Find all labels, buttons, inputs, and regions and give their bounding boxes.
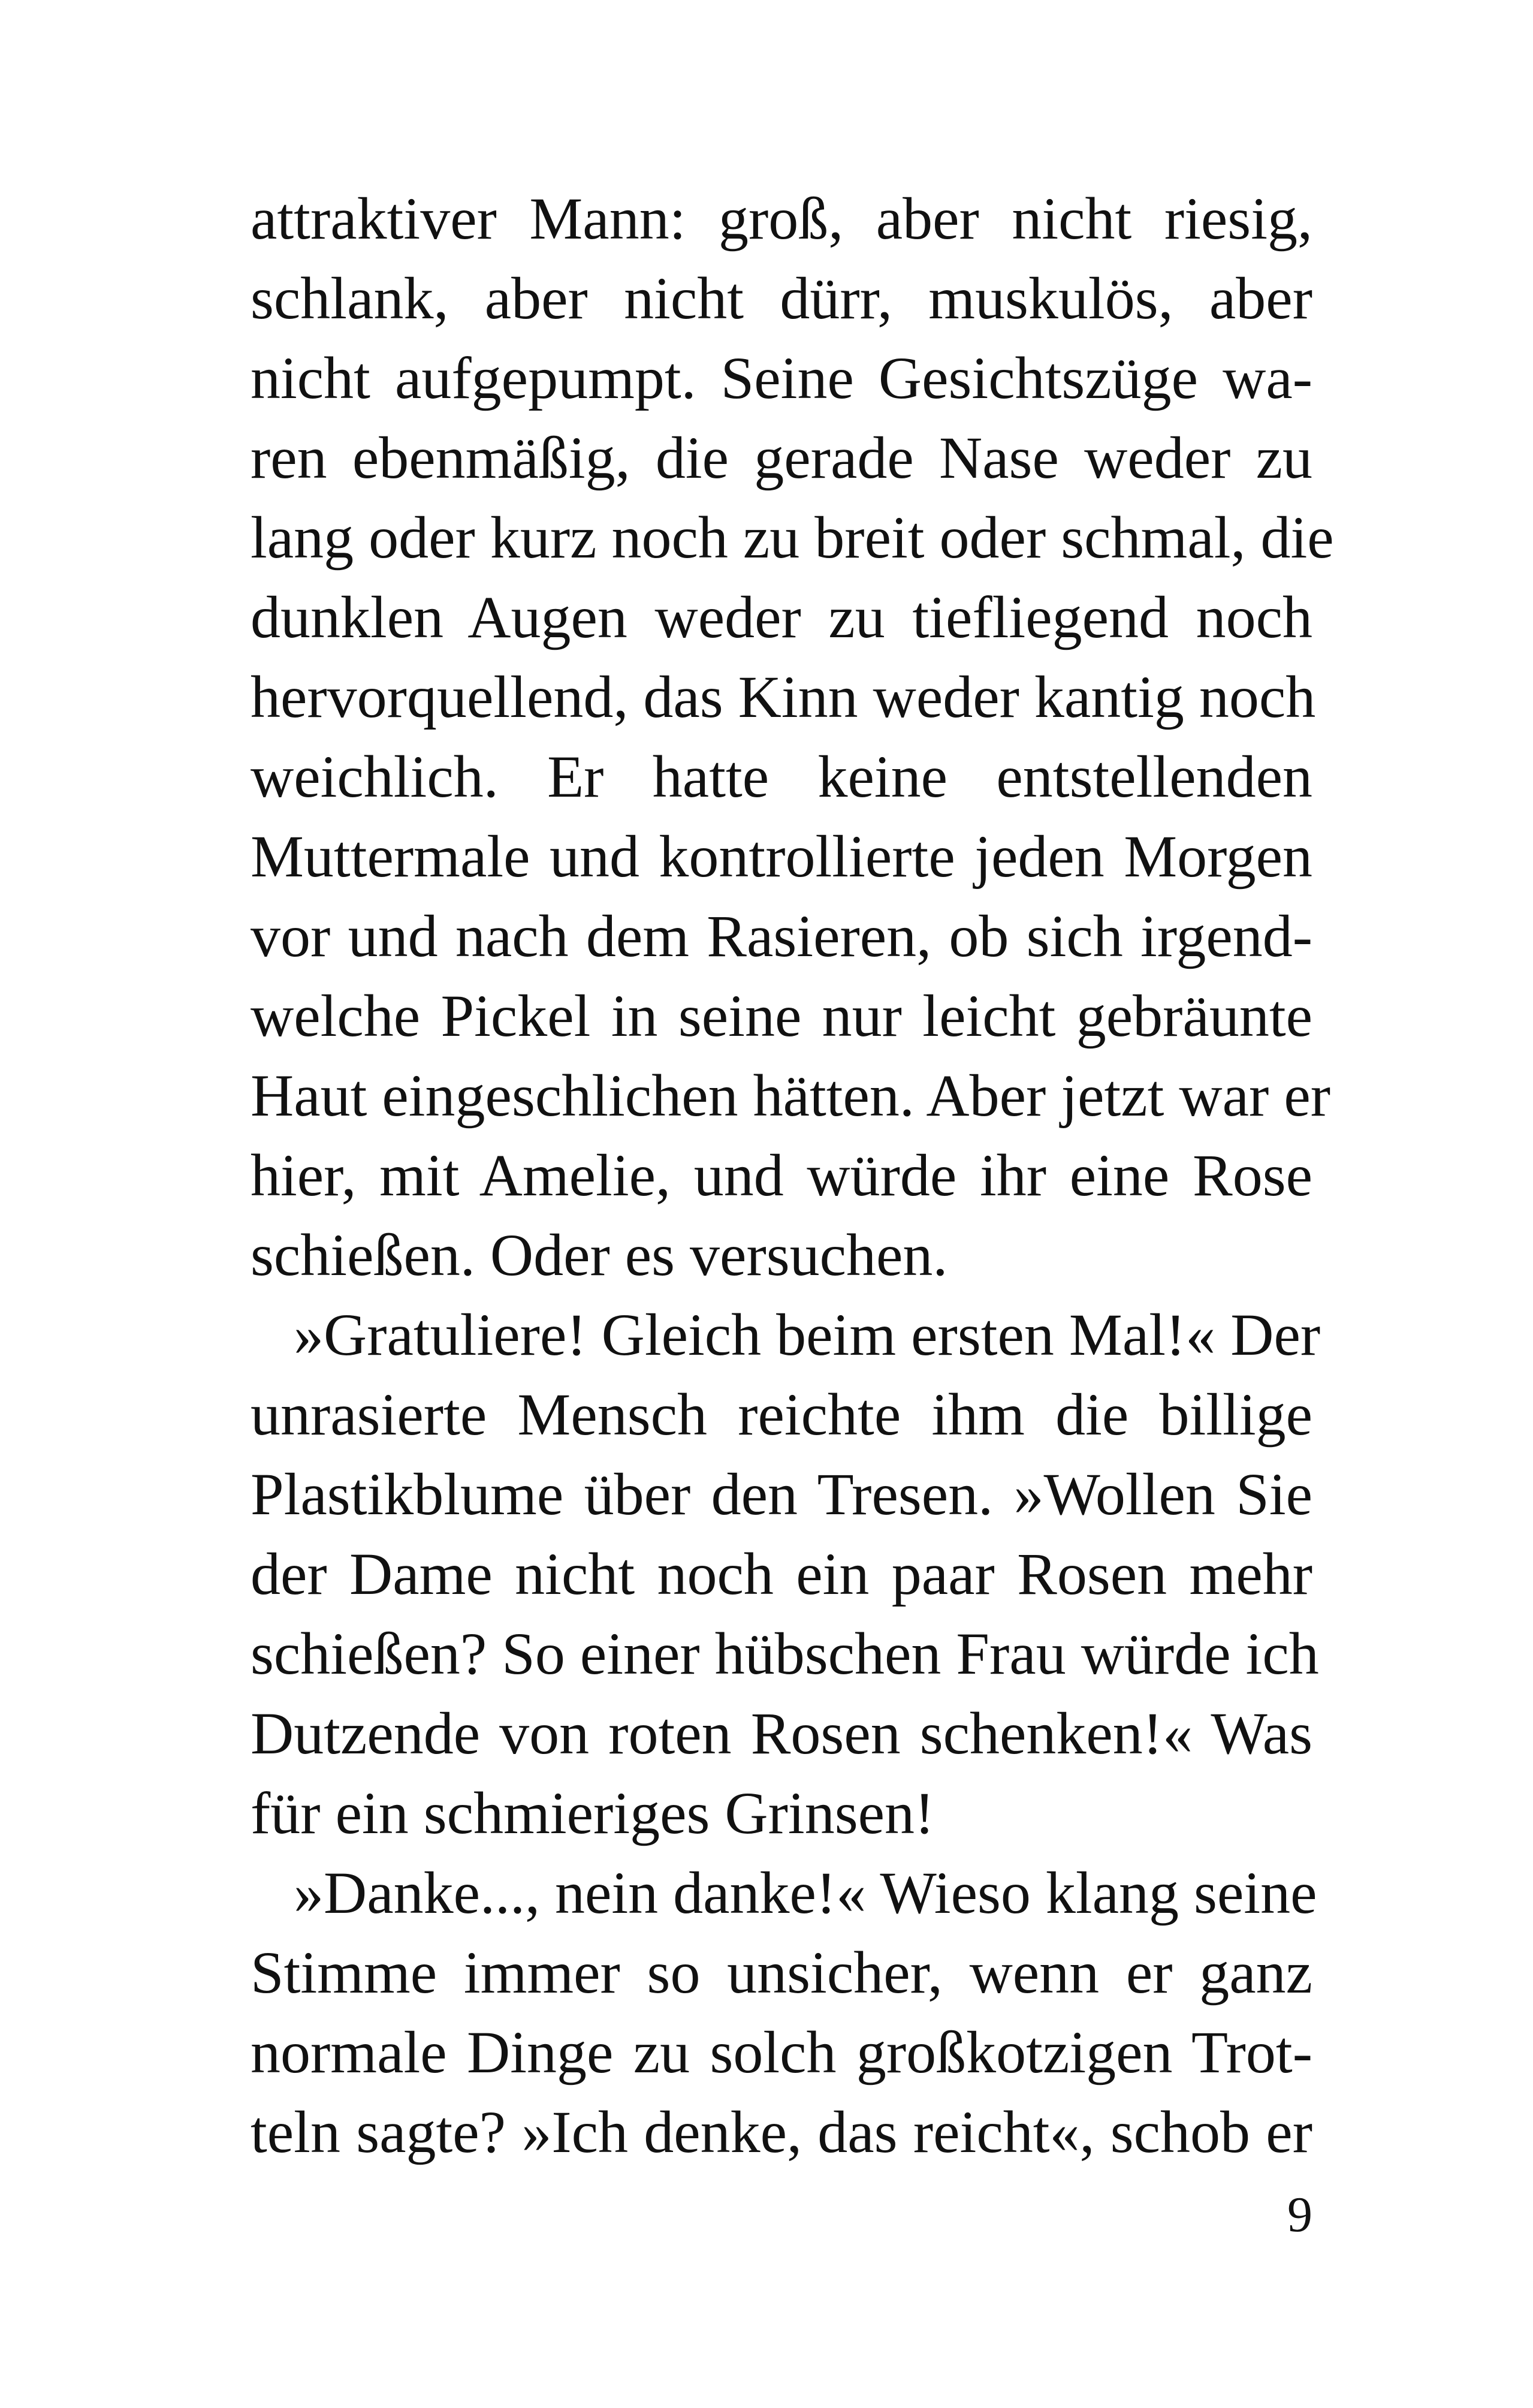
- text-line: schlank, aber nicht dürr, muskulös, aber: [251, 265, 1312, 331]
- text-line: attraktiver Mann: groß, aber nicht riesig,: [251, 185, 1312, 252]
- text-line: welche Pickel in seine nur leicht gebräunte: [251, 983, 1312, 1049]
- text-line: für ein schmieriges Grinsen!: [251, 1780, 935, 1846]
- page-number: 9: [1287, 2187, 1312, 2243]
- text-line: nicht aufgepumpt. Seine Gesichtszüge wa-: [251, 345, 1312, 411]
- text-line: unrasierte Mensch reichte ihm die billige: [251, 1381, 1312, 1448]
- text-line: schießen? So einer hübschen Frau würde ich: [251, 1620, 1319, 1687]
- text-line: ren ebenmäßig, die gerade Nase weder zu: [251, 424, 1312, 491]
- text-line: dunklen Augen weder zu tiefliegend noch: [251, 584, 1312, 650]
- text-line: weichlich. Er hatte keine entstellenden: [251, 743, 1312, 810]
- text-line: der Dame nicht noch ein paar Rosen mehr: [251, 1541, 1312, 1607]
- body-text: [251, 179, 1334, 2172]
- text-line: Dutzende von roten Rosen schenken!« Was: [251, 1700, 1312, 1767]
- text-line: normale Dinge zu solch großkotzigen Trot-: [251, 2019, 1312, 2085]
- text-line: Haut eingeschlichen hätten. Aber jetzt war er: [251, 1062, 1331, 1129]
- text-line: Muttermale und kontrollierte jeden Morgen: [251, 823, 1312, 890]
- text-line: »Danke..., nein danke!« Wieso klang seine: [294, 1860, 1317, 1926]
- text-line: teln sagte? »Ich denke, das reicht«, schob er: [251, 2099, 1312, 2165]
- text-line: vor und nach dem Rasieren, ob sich irgend-: [251, 903, 1312, 969]
- text-line: Stimme immer so unsicher, wenn er ganz: [251, 1939, 1312, 2006]
- text-line: hier, mit Amelie, und würde ihr eine Rose: [251, 1142, 1312, 1208]
- text-line: hervorquellend, das Kinn weder kantig noch: [251, 664, 1316, 730]
- text-line: »Gratuliere! Gleich beim ersten Mal!« Der: [294, 1301, 1321, 1368]
- text-line: Plastikblume über den Tresen. »Wollen Sie: [251, 1461, 1312, 1527]
- text-line: schießen. Oder es versuchen.: [251, 1222, 948, 1288]
- text-line: lang oder kurz noch zu breit oder schmal, die: [251, 504, 1334, 571]
